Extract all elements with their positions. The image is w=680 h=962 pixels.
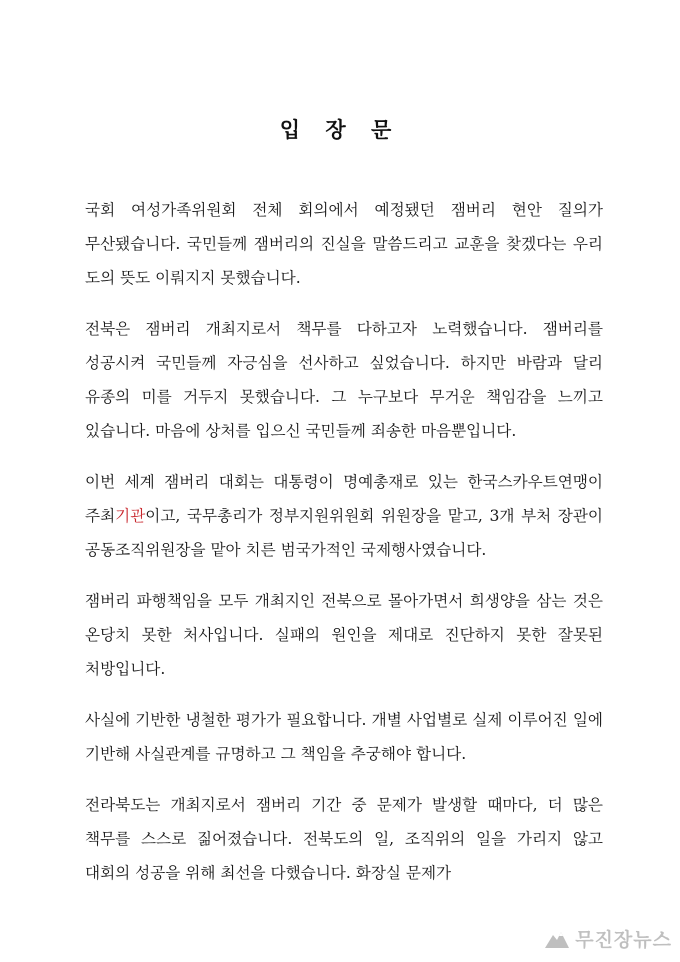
document-title: 입 장 문 bbox=[279, 117, 401, 142]
highlighted-text: 기관 bbox=[115, 507, 146, 525]
paragraph-text: 사실에 기반한 냉철한 평가가 필요합니다. 개별 사업별로 실제 이루어진 일에 기반해 사실관계를 규명하고 그 책임을 추궁해야 합니다. bbox=[85, 711, 603, 763]
paragraph-text: 전라북도는 개최지로서 잼버리 기간 중 문제가 발생할 때마다, 더 많은 책무를 스스로 짊어졌습니다. 전북도의 일, 조직위의 일을 가리지 않고 대회의 성공을 위해 최선을 다했습니다. 화장실 문제가 bbox=[85, 796, 603, 882]
paragraph bbox=[85, 193, 603, 295]
watermark bbox=[544, 925, 672, 952]
watermark-text: 무진장뉴스 bbox=[575, 929, 672, 951]
paragraph bbox=[85, 584, 603, 686]
paragraph bbox=[85, 788, 603, 890]
paragraph bbox=[85, 703, 603, 771]
mountain-logo-icon bbox=[544, 928, 570, 950]
document-body bbox=[85, 193, 603, 907]
paragraph bbox=[85, 312, 603, 448]
paragraph-text: 전북은 잼버리 개최지로서 책무를 다하고자 노력했습니다. 잼버리를 성공시켜 국민들께 자긍심을 선사하고 싶었습니다. 하지만 바람과 달리 유종의 미를 거두지 못했습니다. 그 누구보다 무거운 책임감을 느끼고 있습니다. 마음에 상처를 입으신 국민들께 죄송한 마음뿐입니다. bbox=[85, 320, 603, 440]
paragraph-text: 국회 여성가족위원회 전체 회의에서 예정됐던 잼버리 현안 질의가 무산됐습니다. 국민들께 잼버리의 진실을 말씀드리고 교훈을 찾겠다는 우리 도의 뜻도 이뤄지지 못했습니다. bbox=[85, 201, 603, 287]
paragraph bbox=[85, 465, 603, 567]
paragraph-text: 이번 세계 잼버리 대회는 대통령이 명예총재로 있는 한국스카우트연맹이 주최 bbox=[85, 473, 603, 525]
paragraph-text: 잼버리 파행책임을 모두 개최지인 전북으로 몰아가면서 희생양을 삼는 것은 온당치 못한 처사입니다. 실패의 원인을 제대로 진단하지 못한 잘못된 처방입니다. bbox=[85, 592, 603, 678]
paragraph-text: 이고, 국무총리가 정부지원위원회 위원장을 맡고, 3개 부처 장관이 공동조직위원장을 맡아 치른 범국가적인 국제행사였습니다. bbox=[85, 507, 603, 559]
